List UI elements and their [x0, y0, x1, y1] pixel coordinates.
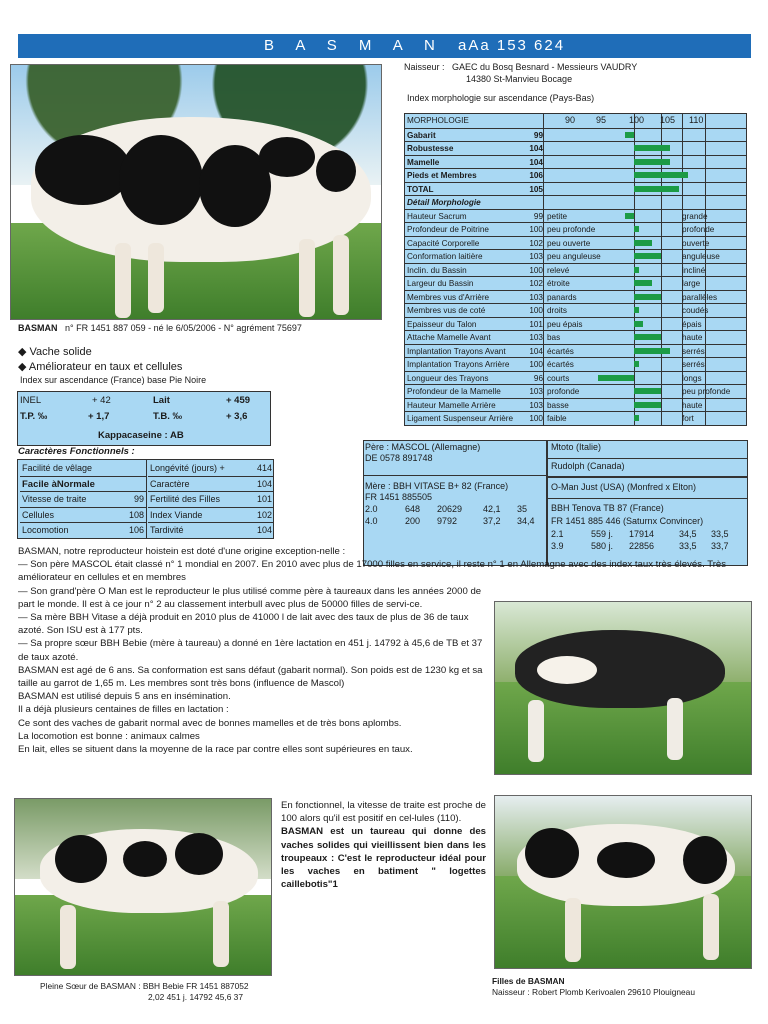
detail-bar: [634, 294, 661, 300]
morphology-trait: TOTAL: [407, 184, 434, 194]
morphology-header-row: [405, 114, 746, 128]
functional-value: 99: [133, 494, 144, 504]
lactation-cell: 2.1: [551, 529, 564, 539]
daughters-caption: [492, 976, 752, 998]
bull-photo-caption: [18, 323, 378, 333]
detail-bar: [634, 280, 652, 286]
detail-low-label: peu anguleuse: [547, 252, 601, 261]
functional-label: Caractère: [150, 478, 190, 489]
functional-label: Tardivité: [150, 525, 184, 535]
functional-label: Fertilité des Filles: [150, 494, 221, 504]
daughter-photo-1: [494, 601, 752, 775]
sister-photo: [14, 798, 272, 976]
breeder-name: GAEC du Bosq Besnard - Messieurs VAUDRY: [452, 62, 638, 72]
detail-bar: [634, 240, 652, 246]
lactation-cell: 580 j.: [591, 541, 614, 551]
lactation-cell: 22856: [629, 541, 655, 551]
detail-bar: [634, 253, 661, 259]
detail-high-label: parallèles: [682, 292, 718, 302]
functional-value: 104: [256, 525, 272, 535]
detail-high-label: haute: [682, 333, 703, 342]
detail-value: 103: [529, 387, 543, 396]
functional-row-divider: [20, 522, 146, 523]
paragraph-4: — Sa mère BBH Vitase a déjà produit en 2010 plus de 41000 l de lait avec des taux de plus de 36 de taux azoté. Son ISU est à 177 pts.: [18, 612, 469, 637]
mother-id: FR 1451 885505: [365, 492, 433, 502]
detail-trait: Largeur du Bassin: [407, 279, 474, 288]
detail-trait: Hauteur Sacrum: [407, 211, 467, 221]
detail-trait: Membres vus d'Arrière: [407, 292, 490, 302]
detail-value: 96: [533, 373, 543, 383]
detail-high-label: épais: [682, 319, 702, 329]
detail-bar: [634, 334, 661, 340]
sister-caption: [40, 981, 280, 1003]
detail-low-label: profonde: [547, 387, 580, 396]
lactation-cell: 17914: [629, 529, 655, 539]
detail-value: 100: [529, 306, 543, 315]
body-text-side: [281, 799, 486, 891]
functional-row: [150, 510, 272, 520]
photo-caption-details: n° FR 1451 887 059 - né le 6/05/2006 - N° agrément 75697: [65, 323, 302, 333]
morphology-bar: [634, 172, 688, 178]
functional-value: 108: [128, 509, 144, 520]
paragraph-13: BASMAN est un taureau qui donne des vaches solides qui vieillissent bien dans les troupeaux : C'est le reproducteur idéal pour les vaches en batiment " logettes caillebotis"1: [281, 826, 486, 891]
grandmother-top: Rudolph (Canada): [551, 461, 625, 471]
detail-high-label: grande: [682, 211, 708, 221]
morphology-trait: Mamelle: [407, 157, 440, 167]
detail-value: 100: [529, 360, 543, 369]
paragraph-10: La locomotion est bonne : animaux calmes: [18, 730, 200, 742]
paragraph-8: Il a déjà plusieurs centaines de filles en lactation :: [18, 704, 229, 716]
detail-high-label: coudés: [682, 306, 709, 315]
morphology-trait: Gabarit: [407, 130, 436, 140]
grandmother-bottom: BBH Tenova TB 87 (France): [551, 503, 664, 513]
lactation-cell: 9792: [437, 516, 458, 526]
lactation-cell: 34,4: [517, 516, 535, 526]
functional-row: [22, 525, 144, 535]
grandfather-top: Mtoto (Italie): [551, 442, 602, 452]
functional-row: [150, 463, 272, 473]
functional-value: 414: [256, 463, 272, 473]
scale-100: 100: [629, 115, 645, 125]
inel-value: + 42: [92, 395, 111, 406]
detail-trait: Hauteur Mamelle Arrière: [407, 400, 496, 410]
functional-row-divider: [20, 507, 146, 508]
detail-row: [405, 263, 746, 277]
detail-row: [405, 236, 746, 250]
functional-row-divider: [148, 491, 274, 492]
detail-low-label: basse: [547, 400, 569, 410]
lactation-cell: 3.9: [551, 541, 564, 551]
morphology-value: 104: [529, 144, 543, 153]
functional-title: Caractères Fonctionnels :: [18, 446, 135, 457]
morphology-value: 106: [529, 171, 543, 180]
detail-value: 100: [529, 265, 543, 275]
summary-row: [405, 141, 746, 155]
lactation-cell: 35: [517, 504, 528, 514]
functional-row-divider: [148, 476, 274, 477]
production-index-table: [17, 391, 271, 446]
detail-low-label: écartés: [547, 346, 574, 356]
paragraph-3: — Son grand'père O Man est le reproducteur le plus utilisé comme père à taureaux dans les années 2000 de part le monde. Il est à ce jour n° 2 au classement interbull avec plus de 50000 filles de servi-ce.: [18, 585, 482, 610]
sister-caption-line-2: 2,02 451 j. 14792 45,6 37: [148, 992, 243, 1002]
morphology-bar: [634, 186, 679, 192]
paragraph-5: — Sa propre sœur BBH Bebie (mère à taureau) a donné en 1ère lactation en 451 j. 14792 à 45,6 de TB et 37 de taux azoté.: [18, 638, 483, 663]
detail-high-label: profonde: [682, 225, 715, 234]
paragraph-2: — Son père MASCOL était classé n° 1 mondial en 2007. En 2010 avec plus de 17000 filles en service, il reste n° 1 en Allemagne avec des index taux très élevés. Très améliorateur en cellules et en membres: [18, 559, 727, 584]
paragraph-9: Ce sont des vaches de gabarit normal avec de bonnes mamelles et de très bons aplombs.: [18, 717, 402, 729]
tp-label: T.P. ‰: [20, 411, 48, 422]
functional-value: 106: [128, 525, 144, 535]
lactation-cell: 200: [405, 516, 421, 526]
detail-row: [405, 276, 746, 290]
detail-low-label: peu profonde: [547, 225, 596, 234]
morphology-bar: [634, 145, 670, 151]
tb-value: + 3,6: [226, 411, 248, 422]
detail-high-label: serrés: [682, 346, 705, 356]
bull-photo: [10, 64, 382, 320]
detail-row: [405, 344, 746, 358]
detail-value: 103: [529, 292, 543, 302]
scale-95: 95: [596, 115, 607, 125]
functional-row: [150, 479, 272, 489]
detail-high-label: incliné: [682, 265, 706, 275]
summary-row: [405, 168, 746, 182]
detail-bar: [634, 388, 661, 394]
detail-low-label: peu ouverte: [547, 238, 591, 248]
morphology-trait: Pieds et Membres: [407, 171, 477, 180]
breeder-address: 14380 St-Manvieu Bocage: [466, 74, 573, 84]
detail-trait: Capacité Corporelle: [407, 238, 480, 248]
breeder-block: [404, 61, 744, 84]
functional-label: Index Viande: [150, 509, 203, 520]
detail-row: [405, 317, 746, 331]
highlight-1-label: Vache solide: [29, 346, 92, 358]
functional-row: [22, 510, 144, 520]
father-id: DE 0578 891748: [365, 453, 433, 463]
detail-row: [405, 384, 746, 398]
detail-trait: Implantation Trayons Avant: [407, 346, 506, 356]
detail-value: 101: [529, 319, 543, 329]
detail-high-label: peu profonde: [682, 387, 731, 396]
detail-low-label: relevé: [547, 265, 570, 275]
detail-bar: [634, 415, 639, 421]
lactation-cell: 4.0: [365, 516, 378, 526]
functional-row-divider: [20, 476, 146, 477]
father: Père : MASCOL (Allemagne): [365, 442, 481, 452]
detail-value: 102: [529, 279, 543, 288]
detail-row: [405, 209, 746, 223]
detail-bar: [598, 375, 634, 381]
detail-row: [405, 398, 746, 412]
functional-row: [22, 479, 144, 490]
detail-row: [405, 222, 746, 236]
detail-bar: [634, 348, 670, 354]
functional-label: Facile àNormale: [22, 478, 95, 490]
photo-caption-name: BASMAN: [18, 323, 58, 333]
highlight-1: [18, 345, 238, 360]
detail-trait: Implantation Trayons Arrière: [407, 360, 510, 369]
paragraph-6: BASMAN est agé de 6 ans. Sa conformation est sans défaut (gabarit normal). Son poids est de 1230 kg et sa taille au garrot de 1,65 m. Les membres sont très bons (influence de Mascol): [18, 664, 483, 690]
detail-value: 99: [533, 211, 543, 221]
kappacaseine: Kappacaseine : AB: [98, 430, 184, 441]
functional-label: Longévité (jours) +: [150, 463, 225, 473]
detail-high-label: ouverte: [682, 238, 710, 248]
detail-low-label: bas: [547, 333, 561, 342]
detail-value: 102: [529, 238, 543, 248]
paragraph-1: BASMAN, notre reproducteur hoistein est doté d'une origine exception-nelle :: [18, 546, 346, 557]
summary-row: [405, 155, 746, 169]
detail-row: [405, 303, 746, 317]
functional-row: [22, 463, 144, 473]
morphology-value: 99: [533, 130, 543, 140]
functional-value: 102: [256, 509, 272, 520]
sister-caption-line-1: Pleine Sœur de BASMAN : BBH Bebie FR 1451 887052: [40, 981, 249, 991]
detail-trait: Profondeur de la Mamelle: [407, 387, 501, 396]
detail-row: [405, 330, 746, 344]
detail-trait: Conformation laitière: [407, 252, 483, 261]
paragraph-7: BASMAN est utilisé depuis 5 ans en insémination.: [18, 691, 231, 703]
lait-label: Lait: [153, 395, 170, 406]
detail-trait: Attache Mamelle Avant: [407, 333, 491, 342]
morphology-trait: Robustesse: [407, 144, 454, 153]
detail-low-label: courts: [547, 373, 570, 383]
tb-label: T.B. ‰: [153, 411, 183, 422]
tp-value: + 1,7: [88, 411, 110, 422]
detail-value: 103: [529, 400, 543, 410]
daughter-photo-2: [494, 795, 752, 969]
scale-110: 110: [689, 115, 704, 125]
paragraph-12: En fonctionnel, la vitesse de traite est proche de 100 alors qu'il est positif en cel-lules (110).: [281, 800, 486, 825]
lactation-cell: 559 j.: [591, 529, 614, 539]
detail-heading-row: [405, 195, 746, 209]
detail-high-label: serrés: [682, 360, 705, 369]
lactation-cell: 33,5: [679, 541, 697, 551]
detail-low-label: faible: [547, 414, 567, 423]
functional-label: Cellules: [22, 509, 55, 520]
detail-row: [405, 290, 746, 304]
functional-value: 104: [256, 478, 272, 489]
mother: Mère : BBH VITASE B+ 82 (France): [365, 481, 509, 491]
detail-value: 100: [529, 225, 543, 234]
detail-value: 104: [529, 346, 543, 356]
detail-value: 100: [529, 414, 543, 423]
functional-table: [17, 459, 274, 539]
detail-high-label: large: [682, 279, 701, 288]
functional-row: [22, 494, 144, 504]
highlight-2-label: Améliorateur en taux et cellules: [28, 361, 183, 373]
morphology-column-label: MORPHOLOGIE: [407, 116, 469, 125]
detail-heading: Détail Morphologie: [407, 198, 481, 207]
detail-high-label: haute: [682, 400, 703, 410]
index-heading: Index sur ascendance (France) base Pie Noire: [20, 375, 207, 385]
detail-trait: Membres vus de coté: [407, 306, 486, 315]
lactation-cell: 33,7: [711, 541, 729, 551]
highlight-2: [18, 360, 238, 375]
lactation-cell: 33,5: [711, 529, 729, 539]
highlights: [18, 345, 238, 375]
detail-high-label: longs: [682, 373, 702, 383]
lactation-cell: 648: [405, 504, 421, 514]
title-bar: [18, 34, 751, 58]
detail-low-label: étroite: [547, 279, 570, 288]
detail-bar: [634, 267, 639, 273]
grandmother-bottom-id: FR 1451 885 446 (Saturnx Convincer): [551, 516, 704, 526]
detail-trait: Epaisseur du Talon: [407, 319, 477, 329]
lactation-cell: 2.0: [365, 504, 378, 514]
lactation-cell: 42,1: [483, 504, 501, 514]
detail-row: [405, 411, 746, 425]
detail-high-label: fort: [682, 414, 694, 423]
detail-bar: [634, 402, 661, 408]
detail-bar: [634, 226, 639, 232]
functional-row-divider: [148, 507, 274, 508]
functional-label: Locomotion: [22, 525, 69, 535]
detail-row: [405, 371, 746, 385]
detail-low-label: peu épais: [547, 319, 583, 329]
detail-trait: Longueur des Trayons: [407, 373, 489, 383]
detail-trait: Ligament Suspenseur Arrière: [407, 414, 514, 423]
detail-trait: Inclin. du Bassin: [407, 265, 467, 275]
bull-name: B A S M A N: [264, 37, 444, 54]
detail-high-label: anguleuse: [682, 252, 720, 261]
detail-low-label: petite: [547, 211, 568, 221]
lactation-cell: 20629: [437, 504, 463, 514]
daughters-caption-line-1: Filles de BASMAN: [492, 976, 565, 986]
detail-value: 103: [529, 252, 543, 261]
functional-row: [150, 525, 272, 535]
detail-low-label: droits: [547, 306, 568, 315]
detail-row: [405, 357, 746, 371]
morphology-bar: [625, 132, 634, 138]
morphology-heading: Index morphologie sur ascendance (Pays-Bas): [407, 93, 595, 103]
functional-value: 101: [256, 494, 272, 504]
paragraph-11: En lait, elles se situent dans la moyenne de la race par contre elles sont supérieures en taux.: [18, 744, 413, 756]
detail-low-label: panards: [547, 292, 577, 302]
morphology-table: [404, 113, 747, 426]
detail-bar: [634, 361, 639, 367]
functional-label: Facilité de vêlage: [22, 463, 93, 473]
daughters-caption-line-2: Naisseur : Robert Plomb Kerivoalen 29610 Plouigneau: [492, 987, 695, 997]
morphology-value: 105: [529, 184, 543, 194]
bull-code: aAa 153 624: [458, 37, 566, 54]
lactation-cell: 34,5: [679, 529, 697, 539]
detail-row: [405, 249, 746, 263]
summary-row: [405, 128, 746, 142]
detail-trait: Profondeur de Poitrine: [407, 225, 489, 234]
diamond-icon: ◆: [18, 346, 27, 358]
inel-label: INEL: [20, 395, 42, 406]
functional-row-divider: [20, 491, 146, 492]
morphology-value: 104: [529, 157, 543, 167]
functional-label: Vitesse de traite: [22, 494, 87, 504]
summary-row: [405, 182, 746, 196]
detail-bar: [634, 307, 639, 313]
functional-row: [150, 494, 272, 504]
scale-105: 105: [660, 115, 676, 125]
grandfather-bottom: O-Man Just (USA) (Monfred x Elton): [551, 482, 697, 492]
lait-value: + 459: [226, 395, 251, 406]
lactation-cell: 37,2: [483, 516, 501, 526]
morphology-bar: [634, 159, 670, 165]
functional-row-divider: [148, 522, 274, 523]
breeder-label: Naisseur :: [404, 62, 445, 72]
scale-90: 90: [565, 115, 576, 125]
diamond-icon: ◆: [18, 361, 27, 373]
detail-low-label: écartés: [547, 360, 574, 369]
detail-value: 103: [529, 333, 543, 342]
detail-bar: [625, 213, 634, 219]
detail-bar: [634, 321, 643, 327]
